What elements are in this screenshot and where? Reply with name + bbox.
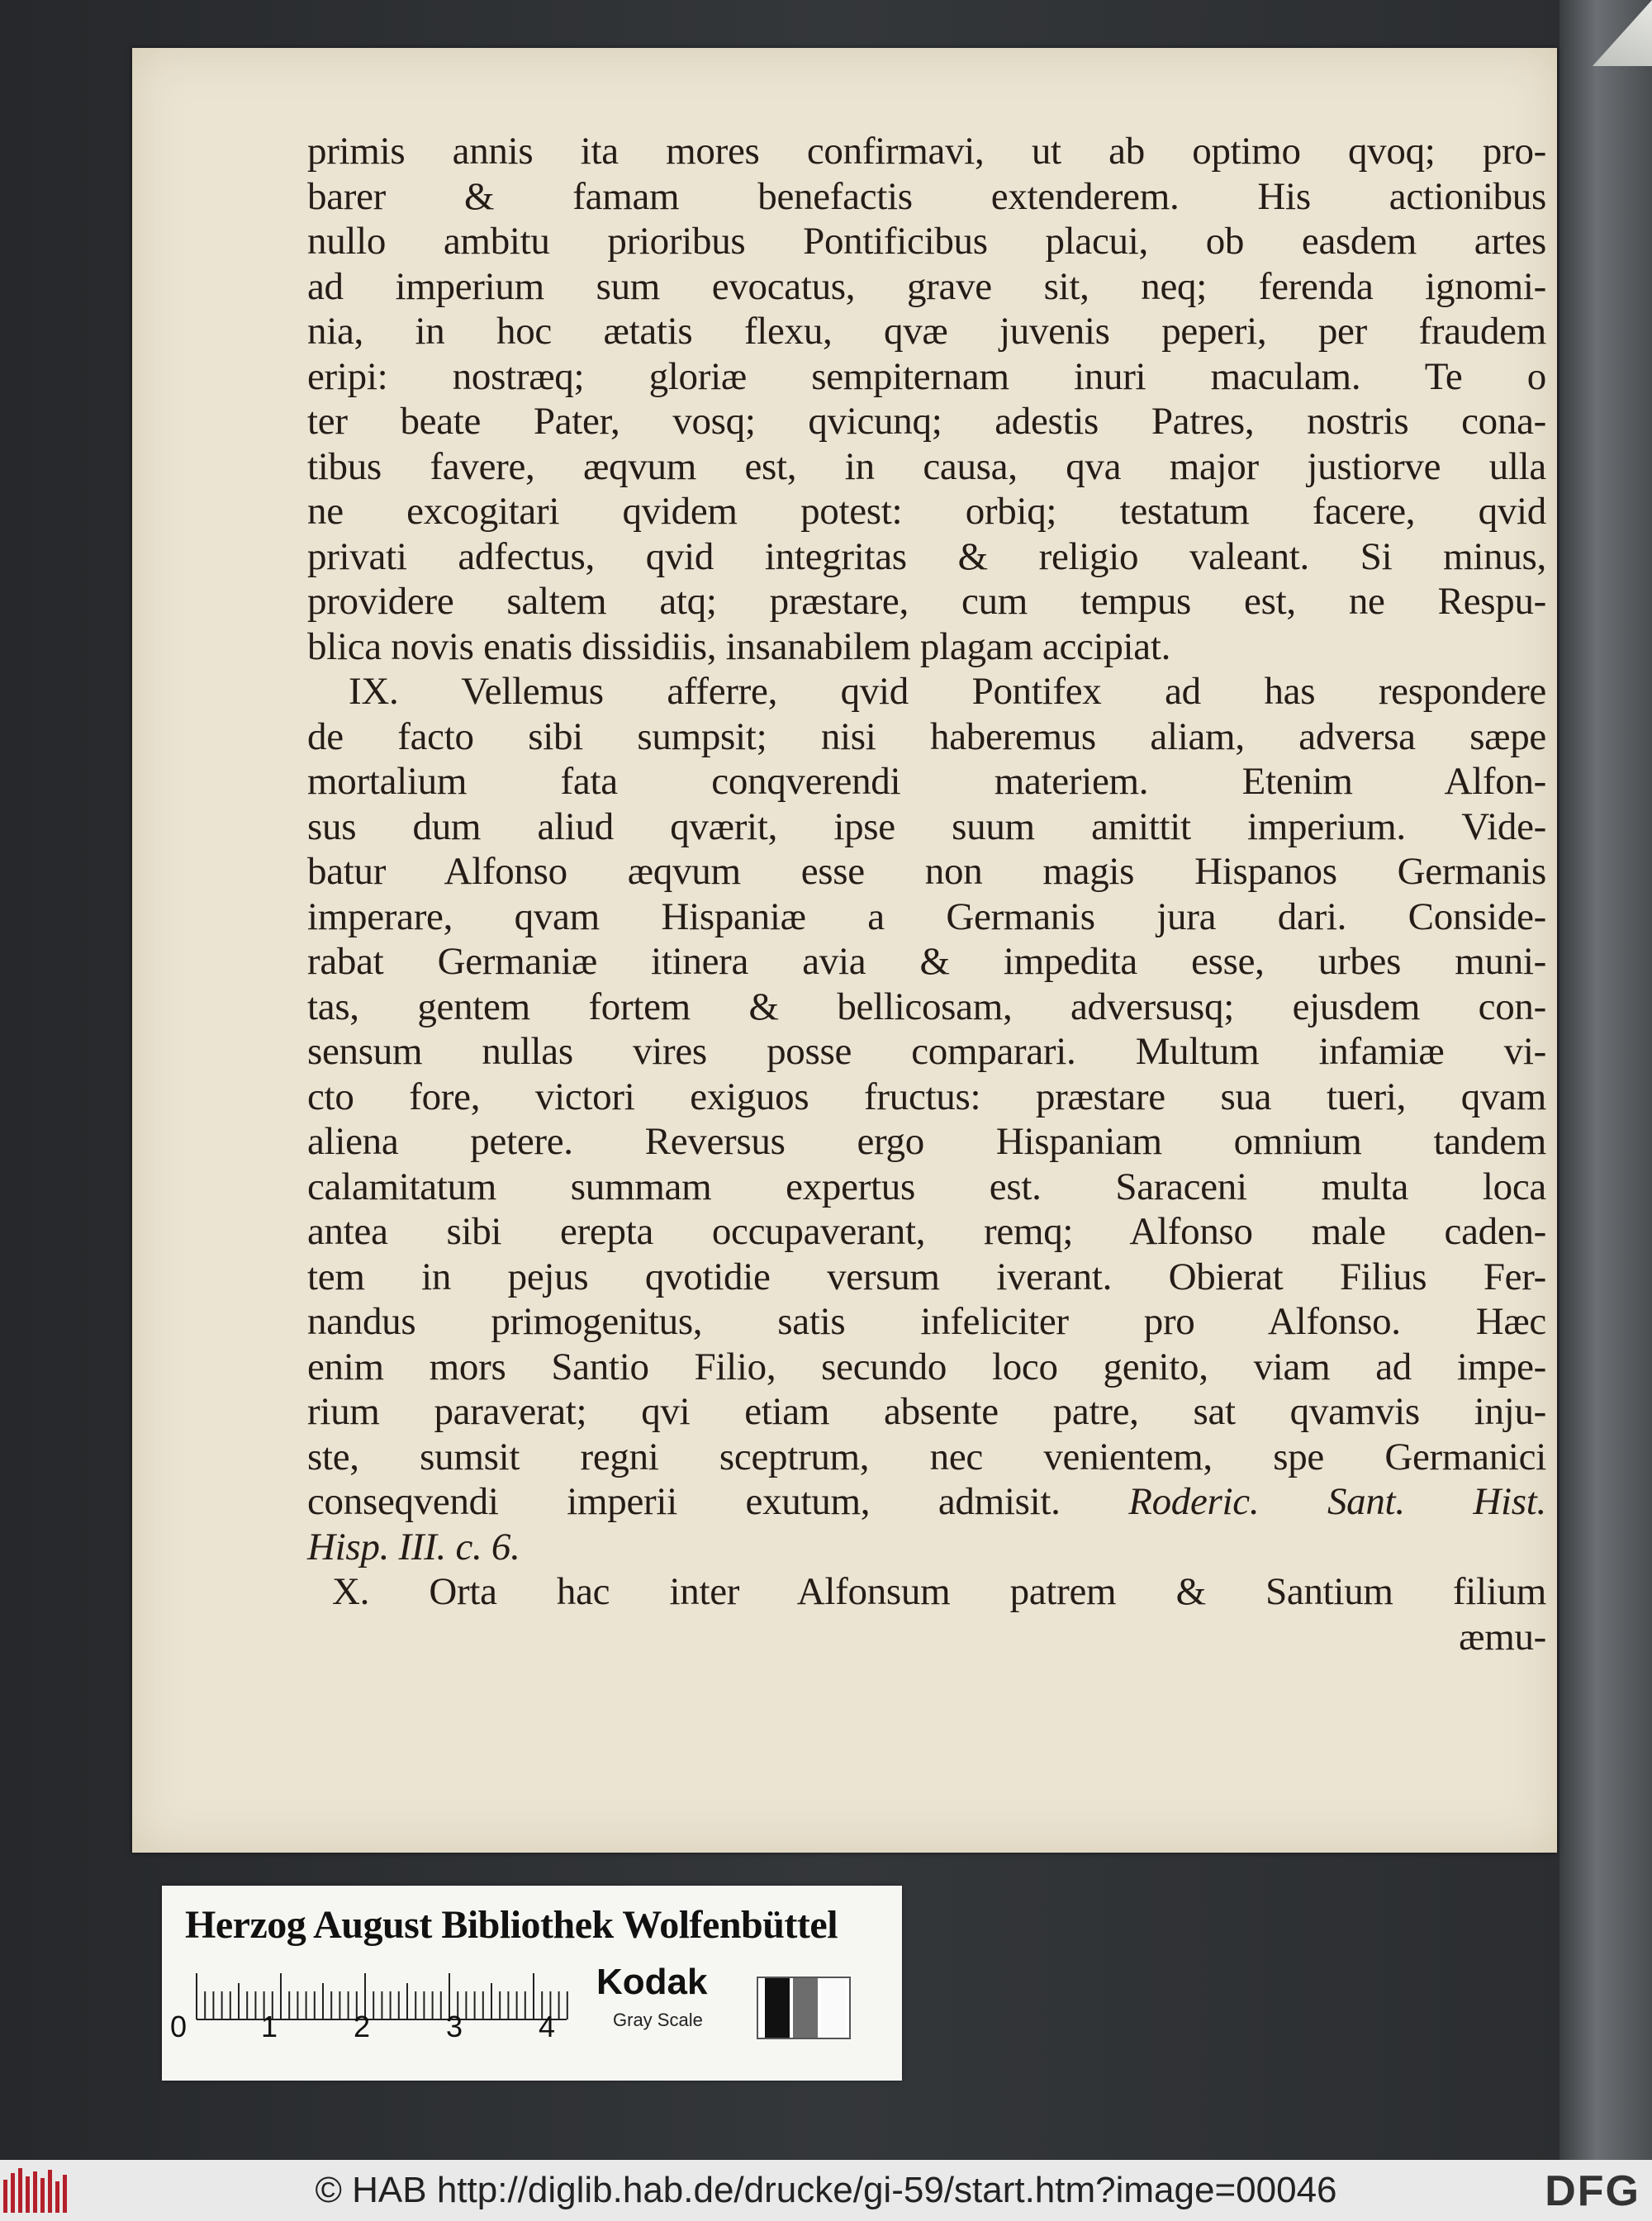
citation: Hisp. III. c. 6.	[307, 1525, 520, 1568]
gray-scale-patches	[757, 1977, 851, 2039]
text-line	[307, 1209, 1546, 1255]
ruler-scale	[185, 1965, 573, 2064]
line-text: antea sibi erepta occupaverant, remq; Alfonso male caden-	[307, 1210, 1546, 1253]
line-text: sus dum aliud qværit, ipse suum amittit imperium. Vide-	[307, 804, 1546, 848]
text-line	[307, 804, 1546, 850]
text-line	[307, 624, 1546, 670]
line-text: tibus favere, æqvum est, in causa, qva major justiorve ulla	[307, 444, 1546, 488]
line-text: providere saltem atq; præstare, cum tempus est, ne Respu-	[307, 580, 1546, 623]
text-line	[307, 759, 1546, 804]
line-text: blica novis enatis dissidiis, insanabilem plagam accipiat.	[307, 624, 1171, 668]
book-page	[132, 48, 1557, 1853]
line-text: nandus primogenitus, satis infeliciter pro Alfonso. Hæc	[307, 1300, 1546, 1343]
gray-patch-white	[821, 1978, 846, 2038]
text-line	[307, 579, 1546, 624]
text-line	[307, 1299, 1546, 1345]
line-text: de facto sibi sumpsit; nisi haberemus aliam, adversa sæpe	[307, 714, 1546, 758]
text-line	[307, 399, 1546, 444]
text-line	[307, 1029, 1546, 1075]
text-line	[307, 895, 1546, 940]
ruler-number: 1	[261, 2010, 278, 2043]
line-text: cto fore, victori exiguos fructus: præstare sua tueri, qvam	[307, 1075, 1546, 1118]
kodak-logo: Kodak	[596, 1962, 708, 2002]
text-line	[307, 1389, 1546, 1435]
line-text: aliena petere. Reversus ergo Hispaniam omnium tandem	[307, 1120, 1546, 1163]
text-line	[307, 1615, 1546, 1660]
text-line	[307, 1075, 1546, 1120]
text-line	[307, 1479, 1546, 1525]
text-line	[307, 1165, 1546, 1210]
text-line	[307, 129, 1546, 174]
text-line	[307, 264, 1546, 310]
text-line	[307, 1345, 1546, 1390]
text-line	[307, 219, 1546, 264]
line-text: primis annis ita mores confirmavi, ut ab optimo qvoq; pro-	[307, 130, 1546, 173]
line-text: enim mors Santio Filio, secundo loco genito, viam ad impe-	[307, 1345, 1546, 1388]
ruler-number: 3	[446, 2010, 463, 2043]
text-line	[307, 444, 1546, 490]
dfg-logo: DFG	[1545, 2167, 1640, 2215]
line-text: æmu-	[1459, 1615, 1546, 1659]
scanner-notch	[1593, 0, 1652, 66]
text-line	[307, 714, 1546, 760]
ruler-number: 2	[354, 2010, 371, 2043]
text-line	[307, 1435, 1546, 1480]
text-line	[307, 1569, 1546, 1615]
text-line	[307, 849, 1546, 895]
line-text: sensum nullas vires posse comparari. Multum infamiæ vi-	[307, 1030, 1546, 1073]
scanner-edge-strip	[1559, 0, 1652, 2160]
page-text	[307, 129, 1546, 1659]
line-text: nia, in hoc ætatis flexu, qvæ juvenis peperi, per fraudem	[307, 310, 1546, 353]
line-text: X. Orta hac inter Alfonsum patrem & Santium filium	[332, 1570, 1546, 1613]
text-line	[307, 1255, 1546, 1300]
line-text: ne excogitari qvidem potest: orbiq; testatum facere, qvid	[307, 490, 1546, 533]
text-line	[307, 534, 1546, 580]
library-name: Herzog August Bibliothek Wolfenbüttel	[185, 1903, 838, 1947]
line-text: tem in pejus qvotidie versum iverant. Obierat Filius Fer-	[307, 1255, 1546, 1298]
gray-patch-mid	[793, 1978, 818, 2038]
line-text: conseqvendi imperii exutum, admisit.	[307, 1480, 1129, 1523]
text-line	[307, 489, 1546, 534]
footer-bar	[0, 2160, 1652, 2221]
line-text: imperare, qvam Hispaniæ a Germanis jura dari. Conside-	[307, 895, 1546, 938]
line-text: batur Alfonso æqvum esse non magis Hispanos Germanis	[307, 850, 1546, 893]
line-text: ter beate Pater, vosq; qvicunq; adestis Patres, nostris cona-	[307, 400, 1546, 443]
line-text: mortalium fata conqverendi materiem. Etenim Alfon-	[307, 760, 1546, 803]
line-text: privati adfectus, qvid integritas & religio valeant. Si minus,	[307, 534, 1546, 578]
text-line	[307, 985, 1546, 1030]
line-text: barer & famam benefactis extenderem. His actionibus	[307, 174, 1546, 218]
line-text: rabat Germaniæ itinera avia & impedita esse, urbes muni-	[307, 940, 1546, 983]
line-text: tas, gentem fortem & bellicosam, adversusq; ejusdem con-	[307, 985, 1546, 1028]
line-text: ad imperium sum evocatus, grave sit, neq; ferenda ignomi-	[307, 264, 1546, 308]
text-line	[307, 939, 1546, 985]
ruler-number: 0	[170, 2010, 188, 2043]
ruler-number: 4	[539, 2010, 556, 2043]
kodak-subtitle: Gray Scale	[613, 2010, 703, 2030]
citation: Roderic. Sant. Hist.	[1128, 1480, 1546, 1523]
line-text: calamitatum summam expertus est. Saraceni multa loca	[307, 1165, 1546, 1208]
copyright-link[interactable]: © HAB http://diglib.hab.de/drucke/gi-59/start.htm?image=00046	[315, 2170, 1337, 2210]
library-target-card	[162, 1886, 902, 2081]
line-text: nullo ambitu prioribus Pontificibus placui, ob easdem artes	[307, 220, 1546, 263]
line-text: rium paraverat; qvi etiam absente patre, sat qvamvis inju-	[307, 1390, 1546, 1433]
line-text: IX. Vellemus afferre, qvid Pontifex ad has respondere	[349, 670, 1546, 713]
text-line	[307, 1119, 1546, 1165]
text-line	[307, 1525, 1546, 1570]
text-line	[307, 354, 1546, 400]
text-line	[307, 309, 1546, 354]
text-line	[307, 669, 1546, 714]
line-text: ste, sumsit regni sceptrum, nec venientem, spe Germanici	[307, 1435, 1546, 1478]
text-line	[307, 174, 1546, 220]
line-text: eripi: nostræq; gloriæ sempiternam inuri maculam. Te o	[307, 354, 1546, 398]
gray-patch-black	[765, 1978, 790, 2038]
